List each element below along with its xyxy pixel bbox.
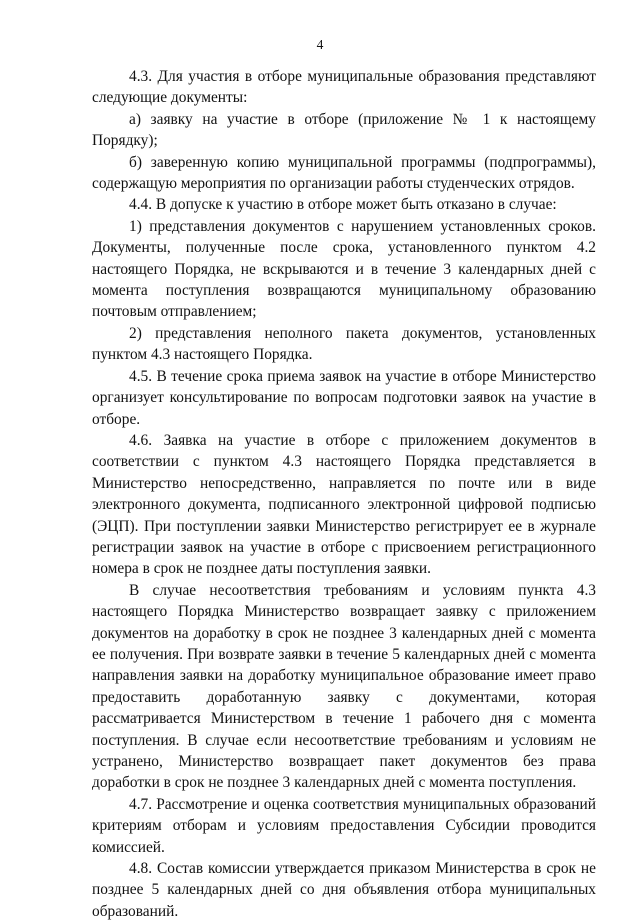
paragraph-item-2: 2) представления неполного пакета документов, установленных пунктом 4.3 настоящего Порядка.	[92, 324, 596, 364]
paragraph-item-a: а) заявку на участие в отборе (приложение № 1 к настоящему Порядку);	[92, 110, 596, 150]
paragraph-4-4: 4.4. В допуске к участию в отборе может быть отказано в случае:	[129, 196, 557, 214]
paragraph-item-1: 1) представления документов с нарушением установленных сроков. Документы, полученные после срока, установленного пунктом 4.2 настоящего Порядка, не вскрываются и в течение 3 календарных дней с момента поступления возвращаются муниципальному образованию почтовым отправлением;	[92, 217, 596, 321]
paragraph-4-6-continued: В случае несоответствия требованиям и условиям пункта 4.3 настоящего Порядка Министерство возвращает заявку с приложением документов на доработку в срок не позднее 3 календарных дней с момента ее получения. При возврате заявки в течение 5 календарных дней с момента направления заявки на доработку муниципальное образование имеет право предоставить доработанную заявку с документами, которая рассматривается Министерством в течение 1 рабочего дня с момента поступления. В случае если несоответствие требованиям и условиям не устранено, Министерство возвращает пакет документов без права доработки в срок не позднее 3 календарных дней с момента поступления.	[92, 581, 596, 792]
document-body	[92, 66, 596, 922]
paragraph-4-8: 4.8. Состав комиссии утверждается приказом Министерства в срок не позднее 5 календарных дней со дня объявления отбора муниципальных образований.	[92, 860, 596, 920]
paragraph-4-3: 4.3. Для участия в отборе муниципальные образования представляют следующие документы:	[92, 68, 596, 107]
paragraph-4-5: 4.5. В течение срока приема заявок на участие в отборе Министерство организует консультирование по вопросам подготовки заявок на участие в отборе.	[92, 367, 596, 428]
paragraph-4-6: 4.6. Заявка на участие в отборе с приложением документов в соответствии с пунктом 4.3 настоящего Порядка представляется в Министерство непосредственно, направляется по почте или в виде электронного документа, подписанного электронной цифровой подписью (ЭЦП). При поступлении заявки Министерство регистрирует ее в журнале регистрации заявок на участие в отборе с присвоением регистрационного номера в срок не позднее даты поступления заявки.	[92, 431, 596, 578]
page-number: 4	[316, 37, 324, 52]
paragraph-item-b: б) заверенную копию муниципальной программы (подпрограммы), содержащую мероприятия по организации работы студенческих отрядов.	[92, 153, 596, 193]
paragraph-4-7: 4.7. Рассмотрение и оценка соответствия муниципальных образований критериям отборам и условиям предоставления Субсидии проводится комиссией.	[92, 795, 596, 856]
